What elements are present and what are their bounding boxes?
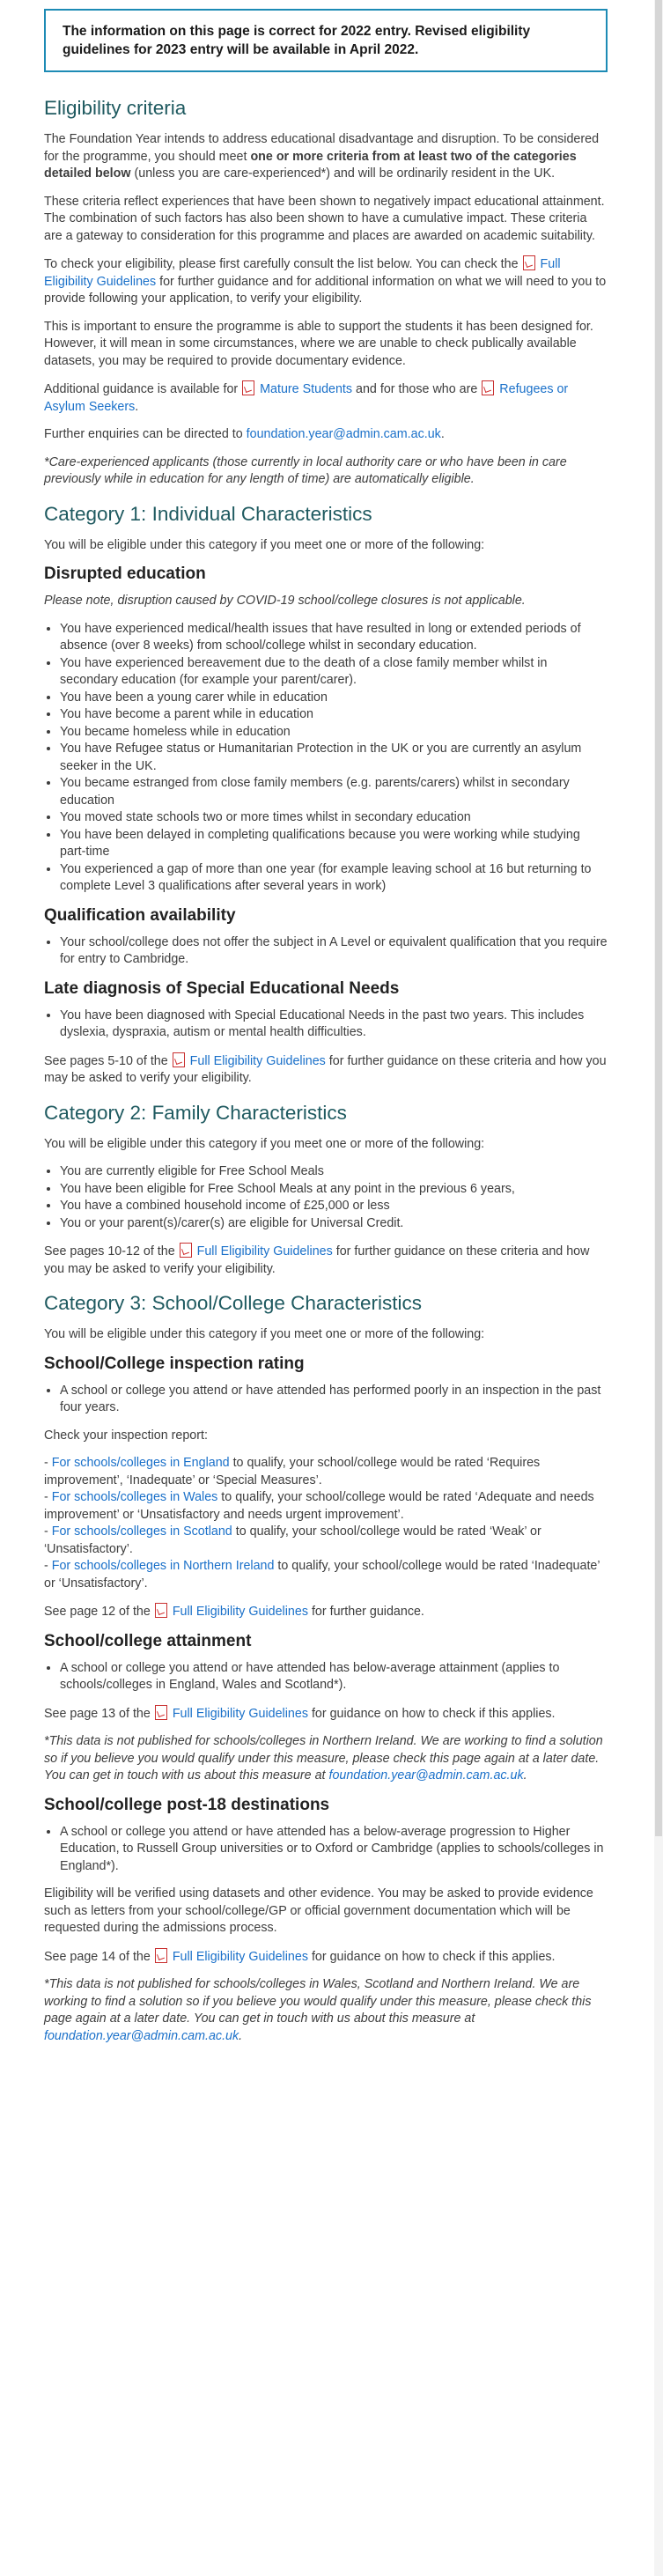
pdf-icon (242, 380, 254, 395)
category-1-intro: You will be eligible under this category if you meet one or more of the following: (44, 537, 485, 552)
text: (unless you are care-experienced*) and will be ordinarily resident in the UK. (130, 166, 556, 181)
list-item: • You have Refugee status or Humanitarian Protection in the UK or you are currently an asylum seeker in the UK. (60, 741, 608, 775)
email-link[interactable]: foundation.year@admin.cam.ac.uk (246, 427, 441, 441)
text: for further guidance and for additional information on what we will need to you to provide following your application, to verify your eligibility. (44, 274, 607, 306)
list-item: • You became estranged from close family members (e.g. parents/carers) whilst in secondary education (60, 775, 608, 809)
covid-note: Please note, disruption caused by COVID-19 school/college closures is not applicable. (44, 594, 526, 608)
entry-notice-box (44, 9, 608, 72)
text: to qualify, your school/college would be rated ‘Inadequate’ or ‘Unsatisfactory’. (44, 1559, 600, 1591)
family-characteristics-list (44, 1163, 608, 1232)
list-item: • You have been eligible for Free School Meals at any point in the previous 6 years, (60, 1181, 608, 1199)
category-3-heading: Category 3: School/College Characteristics (44, 1292, 422, 1314)
destinations-list (44, 1824, 608, 1876)
pdf-icon (155, 1603, 167, 1618)
scrollbar-thumb[interactable] (655, 0, 662, 1836)
text: to qualify, your school/college would be rated ‘Adequate and needs improvement’ or ‘Unsatisfactory and needs urgent improvement’. (44, 1490, 594, 1522)
text: See pages 5-10 of the (44, 1053, 172, 1068)
page-content (44, 9, 608, 2056)
category-2-heading: Category 2: Family Characteristics (44, 1101, 347, 1124)
text: - (44, 1559, 52, 1573)
eligibility-importance-text: This is important to ensure the programme is able to support the students it has been designed for. However, it will mean in some circumstances, where we are unable to check publically available datasets, you may be required to provide documentary evidence. (44, 319, 593, 368)
pdf-icon (180, 1243, 192, 1258)
list-item: • You experienced a gap of more than one year (for example leaving school at 16 but returning to complete Level 3 qualifications after several years in work) (60, 861, 608, 896)
inspection-report-list (44, 1455, 608, 1592)
list-item: • A school or college you attend or have attended has a below-average progression to Higher Education, to Russell Group universities or to Oxford or Cambridge (applies to schools/colleges in England*). (60, 1824, 608, 1876)
text: for further guidance on these criteria and how you may be asked to verify your eligibility. (44, 1244, 590, 1276)
text: . (440, 427, 445, 441)
attainment-list (44, 1660, 608, 1694)
refugees-asylum-seekers-link[interactable]: Refugees or Asylum Seekers (44, 382, 569, 414)
list-item: • Your school/college does not offer the subject in A Level or equivalent qualification that you require for entry to Cambridge. (60, 934, 608, 969)
text: See page 14 of the (44, 1949, 154, 1964)
verification-text: Eligibility will be verified using datasets and other evidence. You may be asked to provide evidence such as letters from your school/college/GP or official government documentation which will be requested during the admissions process. (44, 1886, 593, 1935)
criteria-emphasis: one or more criteria from at least two of the categories detailed below (44, 149, 577, 181)
destinations-heading: School/college post-18 destinations (44, 1795, 330, 1814)
list-item: • You have been delayed in completing qualifications because you were working while studying part-time (60, 827, 608, 861)
text: for guidance on how to check if this applies. (307, 1706, 556, 1721)
category-2-guidance (44, 1243, 608, 1278)
text: *This data is not published for schools/colleges in Wales, Scotland and Northern Ireland. We are working to find a solution so if you believe you would qualify under this measure, please check this page again at a later date. You can get in touch with us about this measure at (44, 1977, 592, 2026)
list-item: • You have been diagnosed with Special Educational Needs in the past two years. This includes dyslexia, dyspraxia, autism or mental health difficulties. (60, 1008, 608, 1042)
check-inspection-text: Check your inspection report: (44, 1428, 208, 1443)
attainment-note (44, 1733, 608, 1785)
pdf-icon (523, 255, 535, 270)
text: for further guidance on these criteria and how you may be asked to verify your eligibility. (44, 1053, 607, 1085)
list-item: • You have been a young carer while in education (60, 690, 608, 707)
additional-guidance-text (44, 380, 608, 416)
text: . (523, 1768, 527, 1783)
text: The Foundation Year intends to address educational disadvantage and disruption. To be considered for the programme, you should meet (44, 132, 600, 164)
list-item: • You have experienced bereavement due to the death of a close family member whilst in secondary education (for example your parent/carer). (60, 655, 608, 690)
text: and for those who are (352, 382, 482, 396)
full-eligibility-guidelines-link[interactable]: Full Eligibility Guidelines (172, 1706, 308, 1721)
inspection-rating-list (44, 1383, 608, 1417)
full-eligibility-guidelines-link[interactable]: Full Eligibility Guidelines (44, 257, 561, 289)
text: Further enquiries can be directed to (44, 427, 247, 441)
text: for further guidance. (307, 1605, 424, 1619)
inspection-guidance (44, 1603, 608, 1621)
list-item: • You have experienced medical/health issues that have resulted in long or extended periods of absence (over 8 weeks) from school/college whilst in secondary education. (60, 621, 608, 655)
ni-inspection (44, 1558, 608, 1592)
england-inspection (44, 1455, 608, 1489)
attainment-guidance (44, 1705, 608, 1723)
category-2-intro: You will be eligible under this category if you meet one or more of the following: (44, 1136, 485, 1151)
text: - (44, 1524, 52, 1539)
text: *This data is not published for schools/colleges in Northern Ireland. We are working to find a solution so if you believe you would qualify under this measure, please check this page again at a later date. You can get in touch with us about this measure at (44, 1734, 603, 1783)
disrupted-education-list (44, 621, 608, 896)
eligibility-heading: Eligibility criteria (44, 97, 187, 119)
late-diagnosis-heading: Late diagnosis of Special Educational Needs (44, 978, 400, 998)
text: to qualify, your school/college would be rated ‘Weak’ or ‘Unsatisfactory’. (44, 1524, 541, 1556)
pdf-icon (155, 1705, 167, 1720)
further-enquiries-text (44, 426, 608, 444)
inspection-rating-heading: School/College inspection rating (44, 1354, 305, 1373)
eligibility-intro (44, 131, 608, 183)
text: - (44, 1456, 52, 1470)
scotland-inspection (44, 1524, 608, 1558)
attainment-heading: School/college attainment (44, 1631, 252, 1650)
list-item: • A school or college you attend or have attended has below-average attainment (applies to schools/colleges in England, Wales and Scotland*). (60, 1660, 608, 1694)
list-item: • You have become a parent while in education (60, 706, 608, 724)
email-link[interactable]: foundation.year@admin.cam.ac.uk (328, 1768, 524, 1783)
category-3-intro: You will be eligible under this category if you meet one or more of the following: (44, 1327, 485, 1341)
text: See page 12 of the (44, 1605, 154, 1619)
email-link[interactable]: foundation.year@admin.cam.ac.uk (44, 2028, 239, 2043)
full-eligibility-guidelines-link[interactable]: Full Eligibility Guidelines (196, 1244, 333, 1258)
entry-notice-text: The information on this page is correct for 2022 entry. Revised eligibility guidelines for 2023 entry will be available in April 2022. (63, 24, 531, 57)
care-experienced-note: *Care-experienced applicants (those currently in local authority care or who have been in care previously while in education for any length of time) are automatically eligible. (44, 454, 567, 486)
list-item: • You have a combined household income of £25,000 or less (60, 1198, 608, 1215)
disrupted-education-heading: Disrupted education (44, 565, 206, 583)
late-diagnosis-list (44, 1008, 608, 1042)
pdf-icon (155, 1948, 167, 1963)
category-1-heading: Category 1: Individual Characteristics (44, 502, 372, 525)
destinations-note (44, 1976, 608, 2045)
text: See pages 10-12 of the (44, 1244, 179, 1258)
pdf-icon (482, 380, 494, 395)
england-schools-link[interactable]: For schools/colleges in England (51, 1456, 230, 1470)
text: for guidance on how to check if this applies. (307, 1949, 556, 1964)
text: To check your eligibility, please first carefully consult the list below. You can check the (44, 257, 522, 271)
full-eligibility-guidelines-link[interactable]: Full Eligibility Guidelines (172, 1949, 308, 1964)
eligibility-check-text (44, 255, 608, 308)
wales-schools-link[interactable]: For schools/colleges in Wales (51, 1490, 218, 1504)
list-item: • A school or college you attend or have attended has performed poorly in an inspection in the past four years. (60, 1383, 608, 1417)
spacer (44, 1592, 608, 1603)
destinations-guidance (44, 1948, 608, 1967)
text: - (44, 1490, 52, 1504)
text: . (135, 399, 139, 414)
full-eligibility-guidelines-link[interactable]: Full Eligibility Guidelines (172, 1605, 308, 1619)
list-item: • You are currently eligible for Free School Meals (60, 1163, 608, 1181)
pdf-icon (173, 1052, 185, 1067)
mature-students-link[interactable]: Mature Students (260, 382, 353, 396)
text: See page 13 of the (44, 1706, 154, 1721)
text: to qualify, your school/college would be rated ‘Requires improvement’, ‘Inadequate’ or ‘Special Measures’. (44, 1456, 541, 1487)
qualification-availability-list (44, 934, 608, 969)
text: . (239, 2028, 243, 2043)
northern-ireland-schools-link[interactable]: For schools/colleges in Northern Ireland (51, 1559, 275, 1573)
eligibility-criteria-text: These criteria reflect experiences that have been shown to negatively impact educational attainment. The combination of such factors has also been shown to have a cumulative impact. These criteria are a gateway to consideration for this programme and places are awarded on academic suitability. (44, 194, 605, 243)
list-item: • You became homeless while in education (60, 724, 608, 742)
list-item: • You moved state schools two or more times whilst in secondary education (60, 809, 608, 827)
scotland-schools-link[interactable]: For schools/colleges in Scotland (51, 1524, 232, 1539)
category-1-guidance (44, 1052, 608, 1088)
text: Additional guidance is available for (44, 382, 242, 396)
qualification-availability-heading: Qualification availability (44, 905, 236, 925)
full-eligibility-guidelines-link[interactable]: Full Eligibility Guidelines (189, 1053, 326, 1068)
wales-inspection (44, 1489, 608, 1524)
list-item: • You or your parent(s)/carer(s) are eligible for Universal Credit. (60, 1215, 608, 1233)
